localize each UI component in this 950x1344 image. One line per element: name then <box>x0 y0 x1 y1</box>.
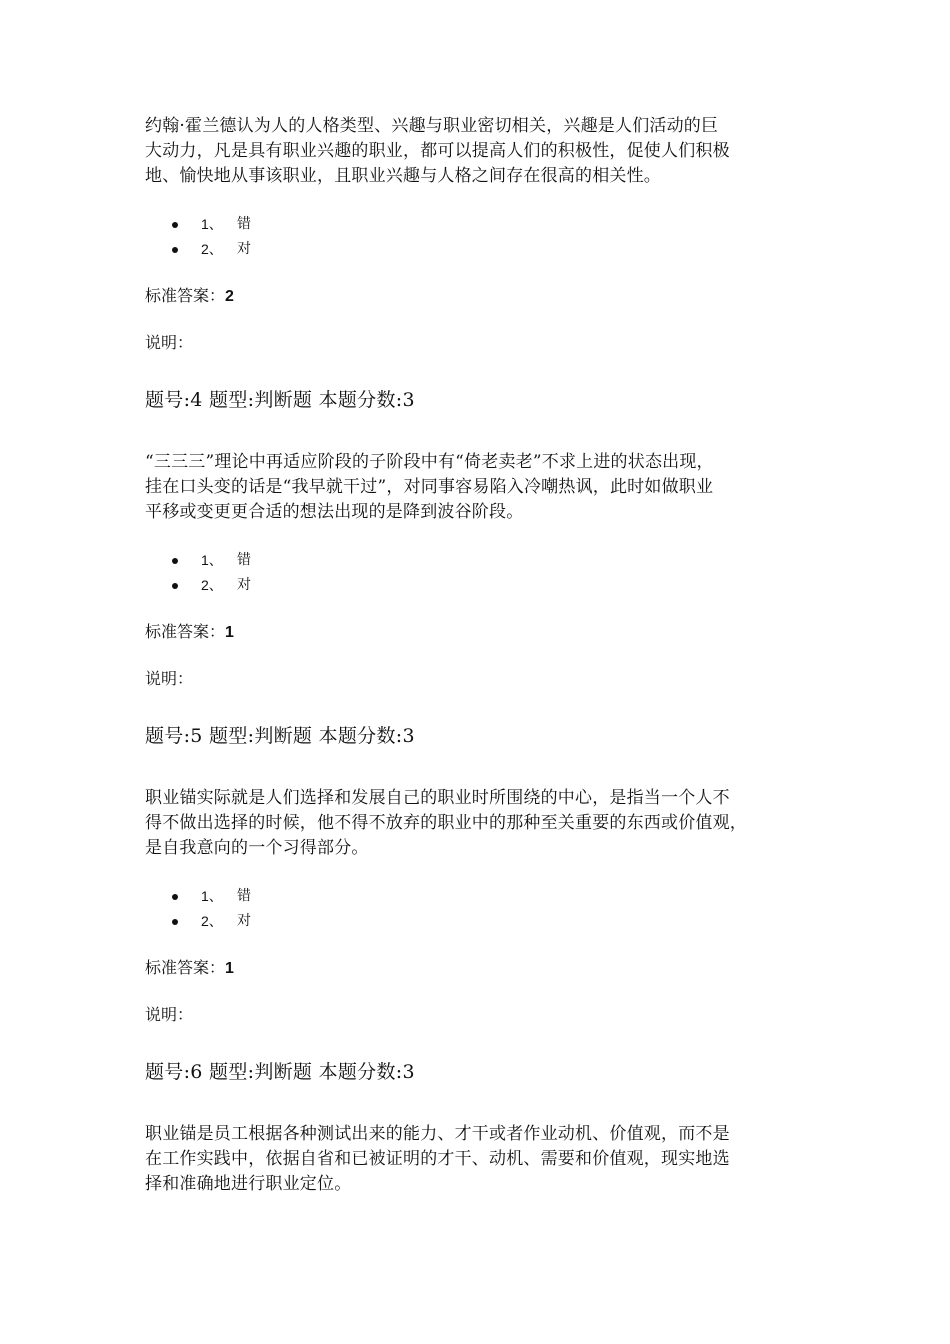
explanation-label: 说明： <box>145 1005 194 1024</box>
option-item <box>145 548 825 573</box>
answer-value: 1 <box>225 960 234 977</box>
bullet-icon <box>172 558 178 564</box>
question-text <box>145 450 825 525</box>
option-number: 1、 <box>201 552 223 568</box>
answer-label: 标准答案： <box>145 622 226 641</box>
option-text: 对 <box>237 913 251 929</box>
question-line: “三三三”理论中再适应阶段的子阶段中有“倚老卖老”不求上进的状态出现， <box>145 452 714 472</box>
option-list <box>145 212 825 262</box>
answer-label: 标准答案： <box>145 958 226 977</box>
answer-value: 1 <box>225 624 234 641</box>
option-text: 对 <box>237 577 251 593</box>
option-item <box>145 573 825 598</box>
option-item <box>145 237 825 262</box>
option-number: 2、 <box>201 913 223 929</box>
bullet-icon <box>172 919 178 925</box>
option-list <box>145 548 825 598</box>
option-list <box>145 884 825 934</box>
bullet-icon <box>172 222 178 228</box>
standard-answer <box>145 285 825 308</box>
question-line: 约翰·霍兰德认为人的人格类型、兴趣与职业密切相关，兴趣是人们活动的巨 <box>145 116 719 136</box>
standard-answer <box>145 621 825 644</box>
option-item <box>145 884 825 909</box>
option-item <box>145 909 825 934</box>
answer-label: 标准答案： <box>145 286 226 305</box>
question-text <box>145 786 825 861</box>
option-number: 1、 <box>201 216 223 232</box>
question-header: 题号:5 题型:判断题 本题分数:3 <box>145 725 415 747</box>
option-item <box>145 212 825 237</box>
explanation-label: 说明： <box>145 669 194 688</box>
question-header: 题号:4 题型:判断题 本题分数:3 <box>145 389 415 411</box>
option-text: 错 <box>237 216 251 232</box>
question-line: 在工作实践中，依据自省和已被证明的才干、动机、需要和价值观，现实地选 <box>145 1149 730 1169</box>
question-line: 得不做出选择的时候，他不得不放弃的职业中的那种至关重要的东西或价值观， <box>145 813 747 833</box>
question-text <box>145 114 825 189</box>
option-text: 错 <box>237 552 251 568</box>
standard-answer <box>145 957 825 980</box>
bullet-icon <box>172 247 178 253</box>
bullet-icon <box>172 894 178 900</box>
option-text: 错 <box>237 888 251 904</box>
question-line: 职业锚实际就是人们选择和发展自己的职业时所围绕的中心，是指当一个人不 <box>145 788 730 808</box>
question-text <box>145 1122 825 1197</box>
bullet-icon <box>172 583 178 589</box>
question-line: 是自我意向的一个习得部分。 <box>145 838 369 858</box>
question-header: 题号:6 题型:判断题 本题分数:3 <box>145 1061 415 1083</box>
question-line: 平移或变更更合适的想法出现的是降到波谷阶段。 <box>145 502 524 522</box>
question-line: 择和准确地进行职业定位。 <box>145 1174 352 1194</box>
question-line: 挂在口头变的话是“我早就干过”，对同事容易陷入冷嘲热讽，此时如做职业 <box>145 477 714 497</box>
explanation-label: 说明： <box>145 333 194 352</box>
option-number: 2、 <box>201 241 223 257</box>
question-line: 地、愉快地从事该职业，且职业兴趣与人格之间存在很高的相关性。 <box>145 166 661 186</box>
question-line: 职业锚是员工根据各种测试出来的能力、才干或者作业动机、价值观，而不是 <box>145 1124 730 1144</box>
option-number: 2、 <box>201 577 223 593</box>
answer-value: 2 <box>225 288 234 305</box>
option-text: 对 <box>237 241 251 257</box>
option-number: 1、 <box>201 888 223 904</box>
question-line: 大动力，凡是具有职业兴趣的职业，都可以提高人们的积极性，促使人们积极 <box>145 141 730 161</box>
